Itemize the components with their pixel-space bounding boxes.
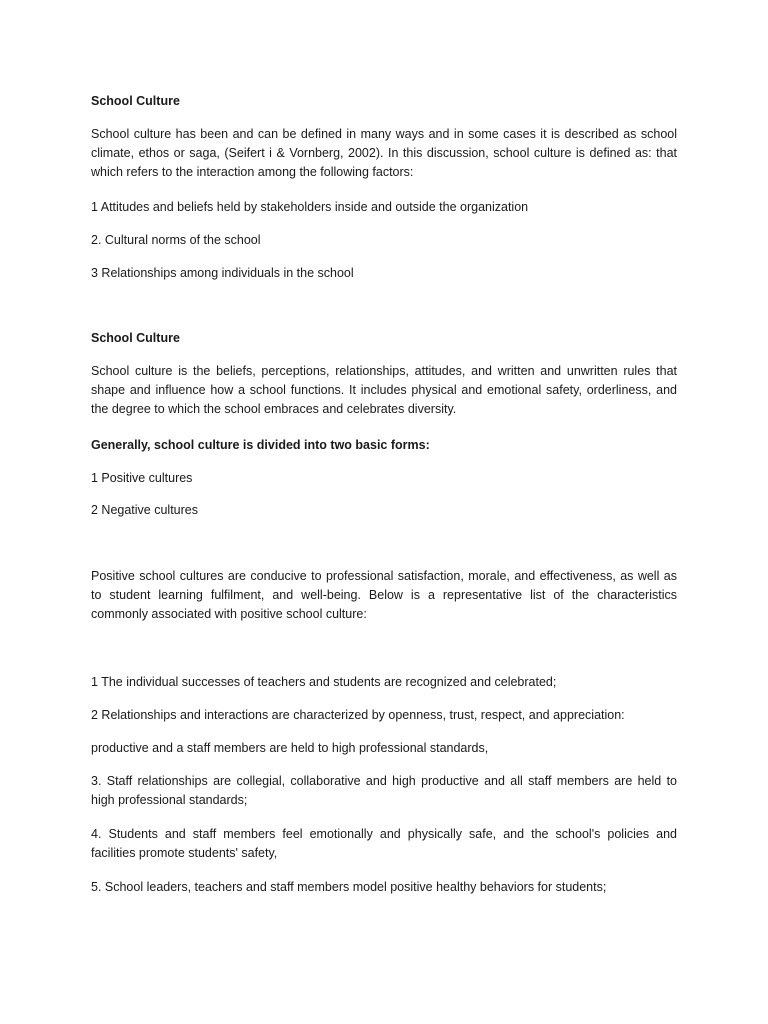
section1-item-1: 1 Attitudes and beliefs held by stakeholders inside and outside the organization: [91, 200, 529, 214]
form-item-negative: 2 Negative cultures: [91, 503, 199, 517]
form-item-positive: 1 Positive cultures: [91, 471, 193, 485]
section1-item-2: 2. Cultural norms of the school: [91, 233, 261, 247]
paragraph-line: shape and influence how a school functions. It includes physical and emotional safety, orderliness, and: [91, 383, 677, 397]
paragraph-line: climate, ethos or saga, (Seifert i & Vornberg, 2002). In this discussion, school culture is defined as: that: [91, 146, 677, 160]
characteristic-item-1: 1 The individual successes of teachers and students are recognized and celebrated;: [91, 675, 557, 689]
paragraph-line: facilities promote students' safety,: [91, 846, 278, 860]
paragraph-line: School culture has been and can be defined in many ways and in some cases it is described as school: [91, 127, 677, 141]
paragraph-line: School culture is the beliefs, perceptions, relationships, attitudes, and written and unwritten rules that: [91, 364, 677, 378]
paragraph-line: the degree to which the school embraces and celebrates diversity.: [91, 402, 457, 416]
section2-paragraph: [91, 362, 677, 419]
paragraph-line: commonly associated with positive school culture:: [91, 607, 367, 621]
section1-heading: School Culture: [91, 94, 180, 108]
paragraph-line: 4. Students and staff members feel emotionally and physically safe, and the school's policies and: [91, 827, 677, 841]
section3-paragraph: [91, 567, 677, 624]
paragraph-line: Positive school cultures are conducive to professional satisfaction, morale, and effectiveness, as well as: [91, 569, 677, 583]
characteristic-item-5: 5. School leaders, teachers and staff members model positive healthy behaviors for students;: [91, 880, 607, 894]
section1-item-3: 3 Relationships among individuals in the school: [91, 266, 354, 280]
characteristic-item-4: [91, 825, 677, 863]
characteristic-item-2-continued: productive and a staff members are held to high professional standards,: [91, 741, 489, 755]
paragraph-line: 3. Staff relationships are collegial, collaborative and high productive and all staff members are held to: [91, 774, 677, 788]
section2-heading: School Culture: [91, 331, 180, 345]
forms-intro: Generally, school culture is divided into two basic forms:: [91, 438, 430, 452]
paragraph-line: high professional standards;: [91, 793, 248, 807]
paragraph-line: to student learning fulfilment, and well-being. Below is a representative list of the characteristics: [91, 588, 677, 602]
characteristic-item-2: 2 Relationships and interactions are characterized by openness, trust, respect, and appreciation:: [91, 708, 625, 722]
paragraph-line: which refers to the interaction among the following factors:: [91, 165, 414, 179]
characteristic-item-3: [91, 772, 677, 810]
section1-paragraph: [91, 125, 677, 182]
